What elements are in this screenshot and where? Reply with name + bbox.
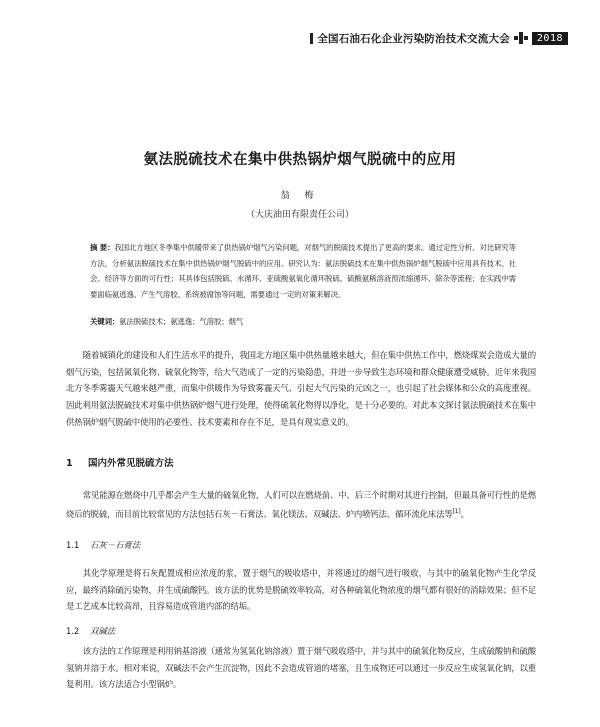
keywords-text: 氨法脱硫技术；氨逃逸；气溶胶；烟气 bbox=[119, 317, 244, 326]
abstract-text: 我国北方地区冬季集中供暖带来了供热锅炉烟气污染问题，对烟气的脱硫技术提出了更高的要求。通过定性分析、对比研究等方法，分析氨法脱硫技术在集中供热锅炉烟气脱硫中的应用。研究认为：氨法脱硫技术在集中供热锅炉烟气脱硫中应用具有技术、社会、经济等方面的可行性；其具体包括脱硫、水循环、亚硫酸氨氧化循环脱硫、硫酸氨稀溶液预浓缩循环、除杂等流程；在实践中需要面临氨逃逸、产生气溶胶、系统被腐蚀等问题，需要通过一定的对策来解决。 bbox=[90, 243, 516, 299]
subsection-number: 1.2 bbox=[66, 626, 80, 636]
subsection-heading bbox=[66, 625, 115, 637]
running-header bbox=[310, 30, 568, 46]
keywords-label: 关键词： bbox=[90, 317, 120, 326]
citation-ref: [1] bbox=[452, 507, 461, 515]
subsection-title: 双碱法 bbox=[90, 626, 116, 636]
conference-name: 全国石油石化企业污染防治技术交流大会 bbox=[317, 32, 510, 45]
subsection-paragraph: 该方法的工作原理是利用钠基溶液（通常为氢氧化钠溶液）置于烟气吸收塔中，并与其中的硫氧化物反应，生成硫酸钠和硫酸氢钠并溶于水。相对来说，双碱法不会产生沉淀物，因此不会造成管道的堵塞，且生成物还可以通过一步反应生成氢氧化钠，以重复利用。该方法适合小型锅炉。 bbox=[66, 646, 536, 690]
section-text-end: 。 bbox=[460, 508, 469, 519]
section-paragraph bbox=[66, 487, 536, 522]
subsection-title: 石灰－石膏法 bbox=[90, 540, 141, 550]
author-affiliation: （大庆油田有限责任公司） bbox=[245, 210, 354, 220]
section-heading bbox=[66, 455, 174, 469]
section-text: 常见能源在燃烧中几乎都会产生大量的硫氧化物，人们可以在燃烧前、中、后三个时期对其进行控制，但最具备可行性的是燃烧后的脱硫，而目前比较常见的方法包括石灰－石膏法、氧化镁法、双碱法、炉内喷钙法、循环流化床法等 bbox=[66, 490, 536, 519]
conference-year: 2018 bbox=[532, 32, 568, 45]
subsection-heading bbox=[66, 539, 140, 551]
section-title: 国内外常见脱硫方法 bbox=[88, 458, 174, 469]
abstract bbox=[90, 240, 516, 302]
abstract-label: 摘 要： bbox=[90, 243, 115, 252]
keywords bbox=[90, 316, 516, 328]
paper-title: 氨法脱硫技术在集中供热锅炉烟气脱硫中的应用 bbox=[143, 152, 457, 168]
subsection-number: 1.1 bbox=[66, 540, 80, 550]
section-number: 1 bbox=[66, 458, 73, 469]
intro-paragraph: 随着城镇化的建设和人们生活水平的提升，我国北方地区集中供热量越来越大，但在集中供热工作中，燃烧煤炭会造成大量的烟气污染，包括氮氧化物、硫氧化物等，给大气造成了一定的污染隐患，并进一步导致生态环境和群众健康遭受威胁。近年来我国北方冬季雾霾天气越来越严重，而集中供暖作为导致雾霾天气、引起大气污染的元凶之一，也引起了社会媒体和公众的高度重视。因此利用氨法脱硫技术对集中供热锅炉烟气进行处理，使得硫氧化物得以净化，是十分必要的。对此本文探讨氨法脱硫技术在集中供热锅炉烟气脱硫中使用的必要性、技术要素和存在不足，是具有现实意义的。 bbox=[66, 350, 536, 427]
conference-logo-mark bbox=[514, 32, 528, 44]
header-bar-mark bbox=[310, 33, 313, 44]
subsection-paragraph: 其化学原理是将石灰配置成相应浓度的浆，置于烟气的吸收塔中，并将通过的烟气进行吸收，与其中的硫氧化物产生化学反应，最终消除硫污染物，并生成硫酸钙。该方法的优势是脱硫效率较高，对各种硫氧化物浓度的烟气都有很好的消除效果；但不足是工艺成本比较高昂，且容易造成管道内部的结垢。 bbox=[66, 568, 536, 612]
author-name: 翁 梅 bbox=[280, 191, 320, 201]
